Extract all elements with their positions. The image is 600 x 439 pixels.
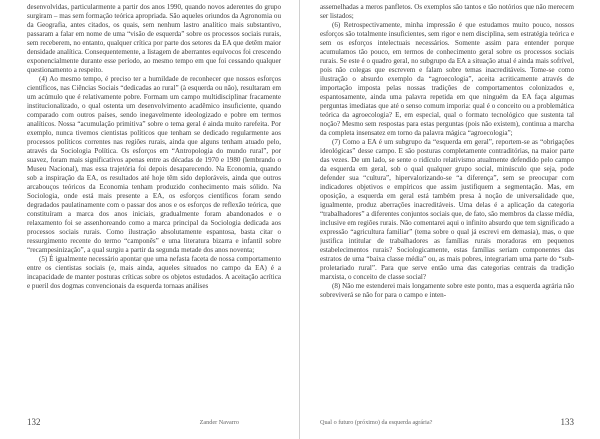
- left-running-head-author: Zander Navarro: [199, 419, 239, 426]
- left-paragraph-4: (4) Ao mesmo tempo, é preciso ter a humildade de reconhecer que nossos esforços científicos, nas Ciências Sociais “dedicadas ao rural” (à esquerda ou não), resultaram em um acúmulo que é relativamente pobre. Formam um campo multidisciplinar fracamente institucionalizado, o qual ostenta um desenvolvimento acadêmico insuficiente, quando comparado com outros países, sendo inegavelmente ideologizado e pobre em termos analíticos. Nossa “acumulação primitiva” sobre o tema geral é ainda muito rarefeita. Por exemplo, nunca tivemos cientistas políticos que tenham se dedicado regularmente aos processos políticos correntes nas regiões rurais, ainda que alguns tenham atuado pelo, através da Sociologia Política. Os esforços em “Antropologia do mundo rural”, por suavez, foram mais significativos apenas entre as décadas de 1970 e 1980 (lembrando o Museu Nacional), mas essa trajetória foi depois desaparecendo. Na Economia, quando sob a inspiração da EA, os resultados até hoje têm sido deploráveis, ainda que outros arcabouços teóricos da Economia tenham produzido conhecimento mais sólido. Na Sociologia, onde está mais presente a EA, os esforços científicos foram sendo degradados paulatinamente com o passar dos anos e os esforços de reflexão teórica, que constituíram a marca dos anos iniciais, gradualmente foram abandonados e o relaxamento foi se assenhoreando como a marca principal da Sociologia dedicada aos processos sociais rurais. Como ilustração absolutamente espantosa, basta citar o ressurgimento recente do termo “camponês” e uma literatura bizarra e infantil sobre “recampesinização”, a qual surgiu a partir da segunda metade dos anos noventa;: [27, 75, 281, 254]
- right-paragraph-8: (8) Não me estenderei mais longamente sobre este ponto, mas a esquerda agrária não sobreviverá se não for para o campo e inten-: [320, 282, 574, 299]
- right-page: [300, 0, 600, 439]
- right-page-footer: [320, 417, 574, 431]
- left-paragraph-continuation: desenvolvidas, particularmente a partir dos anos 1990, quando novos aderentes do grupo surgiram – mas sem formação teórica apropriada. São aqueles oriundos da Agronomia ou da Geografia, antes citados, os quais, sem nenhum lastro analítico mais substantivo, passaram a falar em nome de uma “visão de esquerda” sobre os processos sociais rurais, sem receberem, no entanto, qualquer crítica por parte dos setores da EA que detêm maior densidade analítica. Consequentemente, a listagem de aberrantes equívocos foi crescendo exponencialmente durante esse período, ao mesmo tempo em que foi cessando qualquer questionamento a respeito.: [27, 3, 281, 74]
- left-page-body: [27, 3, 281, 411]
- right-paragraph-continuation: assemelhadas a meros panfletos. Os exemplos são tantos e tão notórios que não merecem ser listados;: [320, 3, 574, 20]
- right-page-body: [320, 3, 574, 411]
- right-page-number: 133: [560, 417, 574, 427]
- right-paragraph-7: (7) Como a EA é um subgrupo da “esquerda em geral”, reportem-se as “obrigações ideológicas” desse campo. E são posturas completamente contraditórias, na maior parte das vezes. De um lado, se sente o ridículo relativismo atualmente defendido pelo campo da esquerda em geral, sob o qual qualquer grupo social, minúsculo que seja, pode defender sua “cultura”, hipervalorizando-se “a diferença”, sem se preocupar com indicadores objetivos e empíricos que assim justifiquem a segmentação. Mas, em oposição, a esquerda em geral está também presa à noção de universalidade que, igualmente, produz aberrações inacreditáveis. Uma delas é a aplicação da categoria “trabalhadores” a diferentes conjuntos sociais que, de fato, são membros da classe média, inclusive em regiões rurais. Não comentarei aqui o infinito absurdo que tem significado a expressão “agricultura familiar” (tema sobre o qual já escrevi em demasia), mas, o que justifica intitular de trabalhadores as famílias rurais moradoras em pequenos estabelecimentos rurais? Sociologicamente, estas famílias seriam componentes das estratos de uma “baixa classe média” ou, as mais pobres, integrariam uma parte do “sub-proletariado rural”. Para que serve então uma das categorias centrais da tradição marxista, o conceito de classe social?: [320, 138, 574, 281]
- left-page-number: 132: [27, 417, 41, 427]
- left-paragraph-5: (5) É igualmente necessário apontar que uma nefasta faceta de nossa comportamento entre os cientistas sociais (e, mais ainda, aqueles situados no campo da EA) é a incapacidade de manter posturas críticas sobre os objetos estudados. A aceitação acrítica e pueril dos dogmas convencionais da esquerda tornaas análises: [27, 255, 281, 290]
- left-page-footer: [27, 417, 281, 431]
- right-running-head-title: Qual o futuro (próximo) da esquerda agrária?: [320, 419, 433, 426]
- right-paragraph-6: (6) Retrospectivamente, minha impressão é que estudamos muito pouco, nossos esforços são totalmente insuficientes, sem rigor e nem disciplina, sem estratégia teórica e sem os esforços intelectuais necessários. Somente assim para entender porque acumulamos tão pouco, em termos de conhecimento geral sobre os processos sociais rurais. Se este é o quadro geral, no subgrupo da EA a situação atual é ainda mais sofrível, pois não colegas que escrevem e falam sobre temas inacreditáveis. Tome-se como ilustração o absurdo exemplo da “agroecologia”, aceita acriticamente através de importação imposta pelas nossas tradições de comportamentos colonizados e, espantosamente, ainda uma palavra repetida em que ninguém da EA faça algumas perguntas imediatas que até o senso comum imporia: qual é o conceito ou a problemática teórica da agroecologia? E, em especial, qual o formato tecnológico que sustenta tal noção? Mesmo sem respostas para estas perguntas (pois não existem), continua a marcha da completa insensatez em torno da palavra mágica “agroecologia”;: [320, 21, 574, 137]
